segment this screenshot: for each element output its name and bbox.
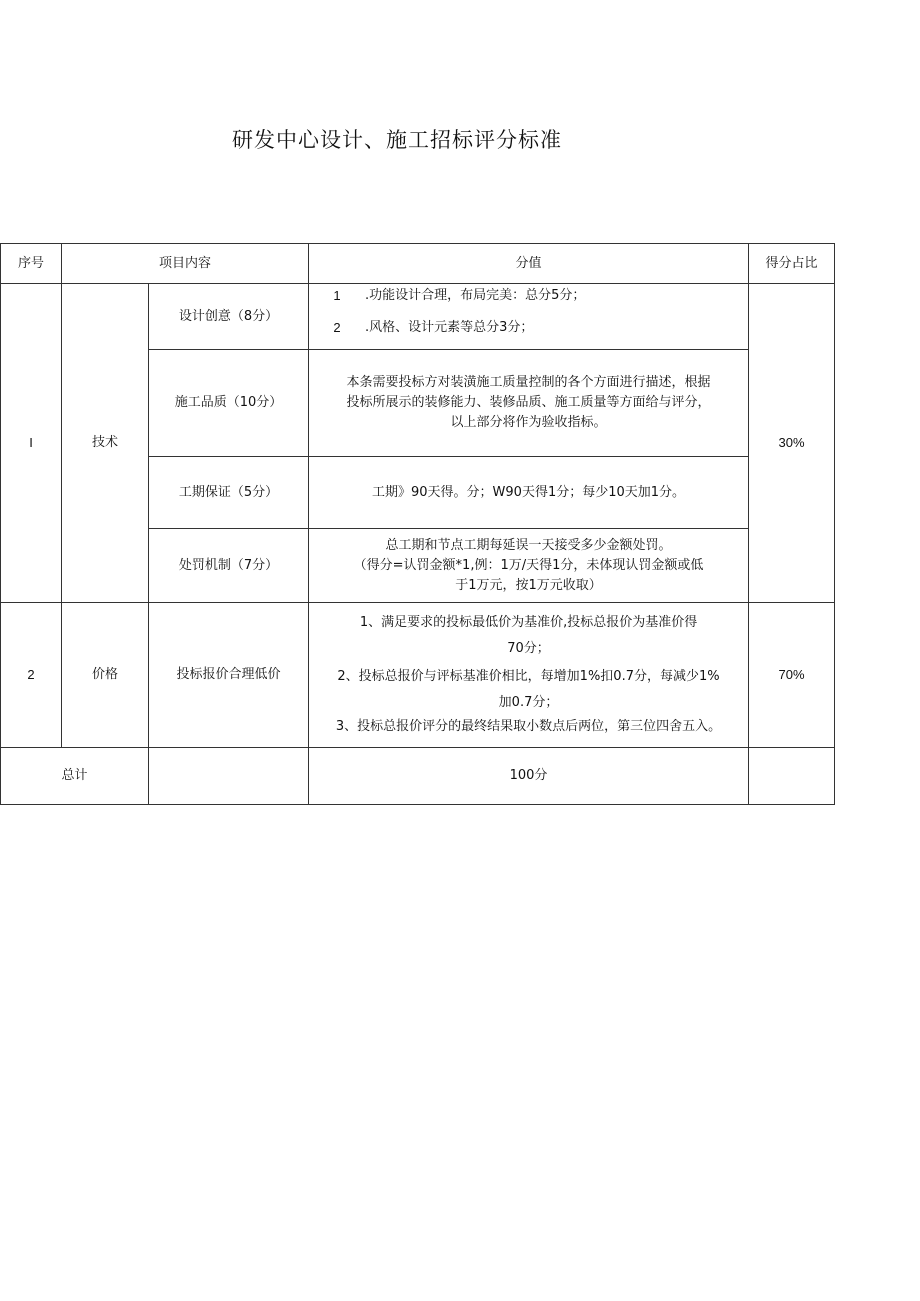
criterion-label: 处罚机制（7分）: [149, 529, 309, 603]
criterion-line: 总工期和节点工期每延误一天接受多少金额处罚。: [385, 537, 672, 553]
header-score: 分值: [309, 244, 749, 284]
total-weight-empty-cell: [749, 748, 835, 805]
criterion-line-number: 2: [333, 320, 341, 335]
criterion-line: 以上部分将作为验收指标。: [450, 415, 607, 430]
criterion-line: 3、投标总报价评分的最终结果取小数点后两位，第三位四舍五入。: [335, 719, 722, 734]
total-label: 总计: [1, 748, 149, 805]
criterion-score: [309, 603, 749, 748]
criterion-line-text: .风格、设计元素等总分3分；: [365, 320, 534, 335]
criterion-line: 工期》90天得。分；W90天得1分；每少10天加1分。: [372, 484, 686, 500]
header-weight: 得分占比: [749, 244, 835, 284]
section-category: 技术: [62, 284, 149, 603]
criterion-line: 于1万元，按1万元收取）: [455, 577, 602, 593]
criterion-line: [309, 318, 748, 338]
total-row: [1, 748, 835, 805]
total-empty-cell: [149, 748, 309, 805]
table-row: [1, 284, 835, 350]
criterion-label: 投标报价合理低价: [149, 603, 309, 748]
criterion-label: 施工品质（10分）: [149, 350, 309, 457]
scoring-table: [0, 243, 835, 805]
section-index: I: [1, 284, 62, 603]
criterion-label: 设计创意（8分）: [149, 284, 309, 350]
header-item: 项目内容: [62, 244, 309, 284]
table-header-row: [1, 244, 835, 284]
header-index: 序号: [1, 244, 62, 284]
total-value: 100分: [309, 748, 749, 805]
criterion-score: [309, 350, 749, 457]
criterion-line: （得分=认罚金额*1,例：1万/天得1分，未体现认罚金额或低: [353, 557, 704, 573]
criterion-score: [309, 529, 749, 603]
document-title: 研发中心设计、施工招标评分标准: [232, 128, 562, 152]
criterion-line: 1、满足要求的投标最低价为基准价,投标总报价为基准价得: [359, 615, 698, 630]
criterion-line-number: 1: [333, 288, 341, 303]
criterion-line: 加0.7分；: [498, 695, 559, 710]
criterion-score: [309, 284, 749, 350]
criterion-line: 2、投标总报价与评标基准价相比，每增加1%扣0.7分，每减少1%: [337, 669, 720, 684]
criterion-line: 投标所展示的装修能力、装修品质、施工质量等方面给与评分，: [346, 395, 711, 410]
criterion-line: 70分；: [507, 641, 550, 656]
criterion-line: 本条需要投标方对装潢施工质量控制的各个方面进行描述，根据: [346, 375, 711, 390]
criterion-score: [309, 457, 749, 529]
table-row: [1, 603, 835, 748]
section-index: 2: [1, 603, 62, 748]
section-category: 价格: [62, 603, 149, 748]
criterion-line-text: .功能设计合理，布局完美：总分5分；: [365, 288, 586, 303]
criterion-line: [309, 286, 748, 306]
section-weight: 30%: [749, 284, 835, 603]
section-weight: 70%: [749, 603, 835, 748]
criterion-label: 工期保证（5分）: [149, 457, 309, 529]
